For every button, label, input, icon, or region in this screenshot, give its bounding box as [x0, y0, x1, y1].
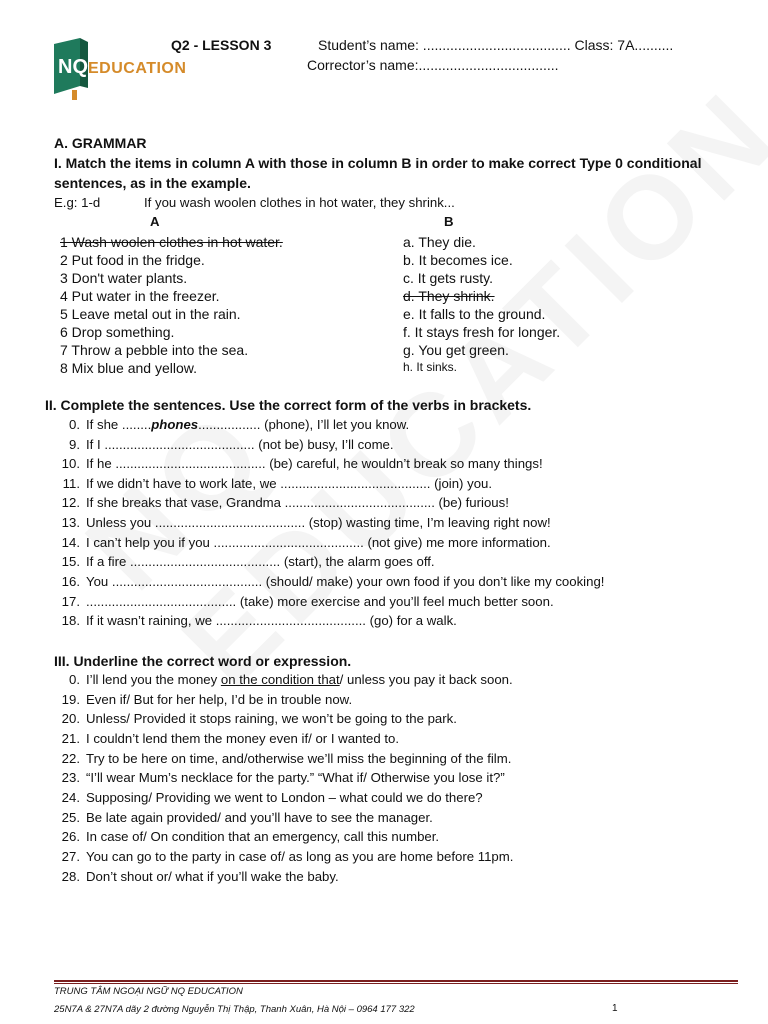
item-text: Be late again provided/ and you’ll have to see the manager. — [86, 810, 433, 825]
example-post: / unless you pay it back soon. — [339, 672, 513, 687]
item-text: If it wasn’t raining, we ......................................... (go) for a walk. — [86, 613, 457, 628]
part3-example — [54, 672, 513, 687]
exercise-item — [54, 554, 435, 569]
exercise-item — [54, 770, 505, 785]
exercise-item — [54, 849, 513, 864]
part2-example — [54, 417, 409, 432]
item-number: 23. — [61, 770, 80, 785]
item-text: “I’ll wear Mum’s necklace for the party.” “What if/ Otherwise you lose it?” — [86, 770, 505, 785]
column-a-item: 5 Leave metal out in the rain. — [60, 306, 241, 322]
column-b-item: b. It becomes ice. — [403, 252, 513, 268]
example-text: If you wash woolen clothes in hot water, they shrink... — [144, 195, 455, 210]
exercise-item — [54, 495, 509, 510]
column-a-item: 1 Wash woolen clothes in hot water. — [60, 234, 283, 250]
item-text: You can go to the party in case of/ as long as you are home before 11pm. — [86, 849, 514, 864]
column-b-item: g. You get green. — [403, 342, 509, 358]
item-number: 20. — [61, 711, 80, 726]
exercise-item — [54, 535, 551, 550]
item-number: 15. — [61, 554, 80, 569]
item-number: 27. — [61, 849, 80, 864]
example-post: ................. (phone), I’ll let you know. — [198, 417, 410, 432]
item-number: 11. — [62, 476, 80, 491]
item-text: I can’t help you if you ......................................... (not give) me more information. — [86, 535, 551, 550]
item-text: Even if/ But for her help, I’d be in trouble now. — [86, 692, 353, 707]
item-text: In case of/ On condition that an emergency, call this number. — [86, 829, 440, 844]
item-text: Supposing/ Providing we went to London – what could we do there? — [86, 790, 483, 805]
exercise-item — [54, 613, 457, 628]
part2-instruction: II. Complete the sentences. Use the correct form of the verbs in brackets. — [45, 397, 532, 413]
part3-instruction: III. Underline the correct word or expression. — [54, 653, 352, 669]
item-number: 17. — [61, 594, 80, 609]
item-text: ......................................... (take) more exercise and you’ll feel much better soon. — [86, 594, 554, 609]
column-a-item: 2 Put food in the fridge. — [60, 252, 205, 268]
student-name-line: Student’s name: ...................................... Class: 7A.......... — [318, 37, 674, 53]
item-text: If we didn’t have to work late, we ......................................... (join) you. — [86, 476, 493, 491]
item-text: Try to be here on time, and/otherwise we’ll miss the beginning of the film. — [86, 751, 512, 766]
item-number: 13. — [61, 515, 80, 530]
column-a-item: 8 Mix blue and yellow. — [60, 360, 197, 376]
example-answer: phones — [151, 417, 199, 432]
section-grammar-heading: A. GRAMMAR — [54, 135, 147, 151]
item-text: Unless/ Provided it stops raining, we won’t be going to the park. — [86, 711, 457, 726]
column-b-item: d. They shrink. — [403, 288, 495, 304]
column-a-item: 6 Drop something. — [60, 324, 175, 340]
exercise-item — [54, 437, 394, 452]
item-text: Don’t shout or/ what if you’ll wake the baby. — [86, 869, 339, 884]
exercise-item — [54, 456, 543, 471]
exercise-item — [54, 810, 433, 825]
footer-center-name: TRUNG TÂM NGOẠI NGỮ NQ EDUCATION — [54, 986, 243, 997]
part1-instruction-line1: I. Match the items in column A with those in column B in order to make correct Type 0 conditional — [54, 155, 702, 171]
logo-letters: NQ — [58, 56, 88, 78]
column-a-item: 4 Put water in the freezer. — [60, 288, 220, 304]
column-b-item: a. They die. — [403, 234, 476, 250]
example-label: E.g: 1-d — [54, 195, 101, 210]
item-text: If a fire ......................................... (start), the alarm goes off. — [86, 554, 435, 569]
item-number: 9. — [69, 437, 80, 452]
page-number: 1 — [612, 1003, 618, 1014]
example-pre: I’ll lend you the money — [86, 672, 221, 687]
footer-address: 25N7A & 27N7A dãy 2 đường Nguyễn Thị Thập, Thanh Xuân, Hà Nội – 0964 177 322 — [54, 1004, 415, 1015]
item-number: 0. — [69, 672, 80, 687]
item-number: 16. — [61, 574, 80, 589]
exercise-item — [54, 731, 399, 746]
exercise-item — [54, 869, 339, 884]
exercise-item — [54, 515, 551, 530]
item-number: 28. — [61, 869, 80, 884]
corrector-name-line: Corrector’s name:.................................... — [307, 57, 559, 73]
logo-word: EDUCATION — [88, 60, 187, 77]
column-b-header: B — [444, 214, 454, 229]
item-number: 22. — [61, 751, 80, 766]
footer-rule — [54, 980, 738, 982]
exercise-item — [54, 594, 554, 609]
exercise-item — [54, 692, 352, 707]
item-number: 18. — [61, 613, 80, 628]
column-a-item: 3 Don't water plants. — [60, 270, 188, 286]
exercise-item — [54, 574, 604, 589]
item-number: 14. — [61, 535, 80, 550]
item-number: 0. — [69, 417, 80, 432]
exercise-item — [54, 829, 439, 844]
column-b-item: e. It falls to the ground. — [403, 306, 546, 322]
exercise-item — [54, 476, 492, 491]
item-number: 19. — [61, 692, 80, 707]
item-text: I couldn’t lend them the money even if/ or I wanted to. — [86, 731, 400, 746]
exercise-item — [54, 790, 483, 805]
item-text: If I ......................................... (not be) busy, I’ll come. — [86, 437, 394, 452]
item-text: You ......................................... (should/ make) your own food if you don’t like my cooking! — [86, 574, 605, 589]
column-b-item: c. It gets rusty. — [403, 270, 493, 286]
column-b-item: h. It sinks. — [403, 360, 458, 374]
item-number: 25. — [61, 810, 80, 825]
part1-instruction-line2: sentences, as in the example. — [54, 175, 251, 191]
item-number: 12. — [61, 495, 80, 510]
item-number: 10. — [61, 456, 80, 471]
item-text: If he ......................................... (be) careful, he wouldn’t break so many things! — [86, 456, 543, 471]
item-number: 26. — [61, 829, 80, 844]
example-answer: on the condition that — [220, 672, 340, 687]
footer-rule-thin — [54, 983, 738, 984]
example-pre: If she ........ — [86, 417, 152, 432]
item-text: If she breaks that vase, Grandma ......................................... (be) furious! — [86, 495, 509, 510]
item-number: 21. — [61, 731, 80, 746]
item-number: 24. — [61, 790, 80, 805]
exercise-item — [54, 751, 511, 766]
column-a-item: 7 Throw a pebble into the sea. — [60, 342, 249, 358]
column-b-item: f. It stays fresh for longer. — [403, 324, 561, 340]
exercise-item — [54, 711, 457, 726]
column-a-header: A — [150, 214, 160, 229]
lesson-title: Q2 - LESSON 3 — [171, 37, 272, 53]
item-text: Unless you ......................................... (stop) wasting time, I’m leaving right now! — [86, 515, 551, 530]
